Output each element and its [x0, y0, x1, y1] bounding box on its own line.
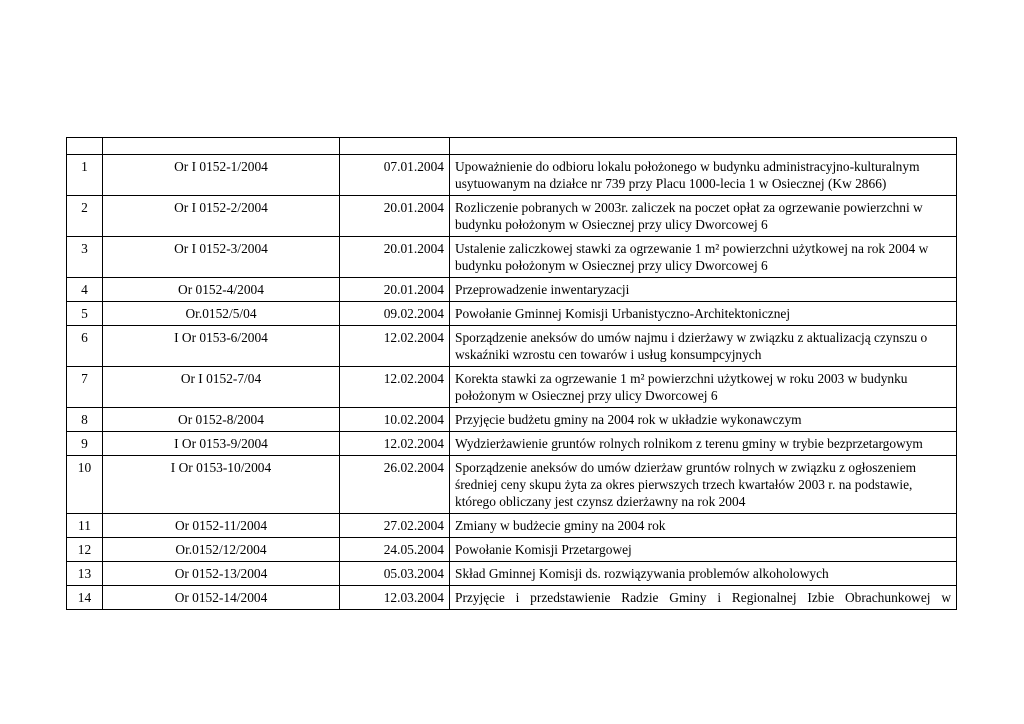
row-signature: Or I 0152-2/2004: [103, 196, 340, 237]
row-number: 1: [67, 155, 103, 196]
row-number: 14: [67, 586, 103, 610]
row-signature: Or 0152-8/2004: [103, 408, 340, 432]
table-row: [67, 155, 957, 196]
row-date: 12.02.2004: [340, 326, 450, 367]
table-header-row: [67, 138, 957, 155]
row-number: 4: [67, 278, 103, 302]
table-row: [67, 326, 957, 367]
header-cell-date: [340, 138, 450, 155]
row-signature: Or I 0152-1/2004: [103, 155, 340, 196]
row-description: Wydzierżawienie gruntów rolnych rolnikom z terenu gminy w trybie bezprzetargowym: [450, 432, 957, 456]
row-date: 12.02.2004: [340, 367, 450, 408]
row-date: 10.02.2004: [340, 408, 450, 432]
row-signature: Or 0152-4/2004: [103, 278, 340, 302]
table-row: [67, 196, 957, 237]
row-number: 3: [67, 237, 103, 278]
row-description: Powołanie Komisji Przetargowej: [450, 538, 957, 562]
table-row: [67, 538, 957, 562]
row-date: 26.02.2004: [340, 456, 450, 514]
header-cell-number: [67, 138, 103, 155]
orders-register-table: [66, 137, 957, 610]
row-date: 20.01.2004: [340, 196, 450, 237]
table-row: [67, 367, 957, 408]
table-row: [67, 237, 957, 278]
row-number: 2: [67, 196, 103, 237]
row-description: Upoważnienie do odbioru lokalu położonego w budynku administracyjno-kulturalnym usytuowanym na działce nr 739 przy Placu 1000-lecia 1 w Osiecznej (Kw 2866): [450, 155, 957, 196]
row-signature: Or I 0152-7/04: [103, 367, 340, 408]
row-number: 12: [67, 538, 103, 562]
row-signature: Or.0152/12/2004: [103, 538, 340, 562]
row-signature: I Or 0153-6/2004: [103, 326, 340, 367]
row-number: 7: [67, 367, 103, 408]
row-signature: Or I 0152-3/2004: [103, 237, 340, 278]
table-row: [67, 302, 957, 326]
row-description: Sporządzenie aneksów do umów najmu i dzierżawy w związku z aktualizacją czynszu o wskaźniki wzrostu cen towarów i usług konsumpcyjnych: [450, 326, 957, 367]
row-description: Przyjęcie budżetu gminy na 2004 rok w układzie wykonawczym: [450, 408, 957, 432]
row-date: 20.01.2004: [340, 237, 450, 278]
row-signature: Or 0152-13/2004: [103, 562, 340, 586]
row-number: 13: [67, 562, 103, 586]
row-number: 10: [67, 456, 103, 514]
row-description: Ustalenie zaliczkowej stawki za ogrzewanie 1 m² powierzchni użytkowej na rok 2004 w budynku położonym w Osiecznej przy ulicy Dworcowej 6: [450, 237, 957, 278]
row-description: Przyjęcie i przedstawienie Radzie Gminy i Regionalnej Izbie Obrachunkowej w: [450, 586, 957, 610]
header-cell-signature: [103, 138, 340, 155]
table-row: [67, 562, 957, 586]
row-date: 09.02.2004: [340, 302, 450, 326]
row-description: Rozliczenie pobranych w 2003r. zaliczek na poczet opłat za ogrzewanie powierzchni w budynku położonym w Osiecznej przy ulicy Dworcowej 6: [450, 196, 957, 237]
table-row: [67, 514, 957, 538]
row-date: 27.02.2004: [340, 514, 450, 538]
table-row: [67, 432, 957, 456]
row-number: 11: [67, 514, 103, 538]
row-number: 8: [67, 408, 103, 432]
row-description: Przeprowadzenie inwentaryzacji: [450, 278, 957, 302]
row-date: 07.01.2004: [340, 155, 450, 196]
table-row: [67, 278, 957, 302]
row-signature: I Or 0153-9/2004: [103, 432, 340, 456]
row-description: Skład Gminnej Komisji ds. rozwiązywania problemów alkoholowych: [450, 562, 957, 586]
row-number: 5: [67, 302, 103, 326]
row-description: Sporządzenie aneksów do umów dzierżaw gruntów rolnych w związku z ogłoszeniem średniej ceny skupu żyta za okres pierwszych trzech kwartałów 2003 r. na podstawie, którego obliczany jest czynsz dzierżawny na rok 2004: [450, 456, 957, 514]
row-signature: I Or 0153-10/2004: [103, 456, 340, 514]
row-number: 6: [67, 326, 103, 367]
table-row: [67, 408, 957, 432]
row-description: Zmiany w budżecie gminy na 2004 rok: [450, 514, 957, 538]
row-date: 20.01.2004: [340, 278, 450, 302]
row-description: Powołanie Gminnej Komisji Urbanistyczno-Architektonicznej: [450, 302, 957, 326]
row-description: Korekta stawki za ogrzewanie 1 m² powierzchni użytkowej w roku 2003 w budynku położonym w Osiecznej przy ulicy Dworcowej 6: [450, 367, 957, 408]
row-date: 05.03.2004: [340, 562, 450, 586]
row-signature: Or.0152/5/04: [103, 302, 340, 326]
table-row: [67, 586, 957, 610]
row-signature: Or 0152-11/2004: [103, 514, 340, 538]
header-cell-description: [450, 138, 957, 155]
row-number: 9: [67, 432, 103, 456]
row-date: 24.05.2004: [340, 538, 450, 562]
table-row: [67, 456, 957, 514]
row-signature: Or 0152-14/2004: [103, 586, 340, 610]
row-date: 12.02.2004: [340, 432, 450, 456]
row-date: 12.03.2004: [340, 586, 450, 610]
